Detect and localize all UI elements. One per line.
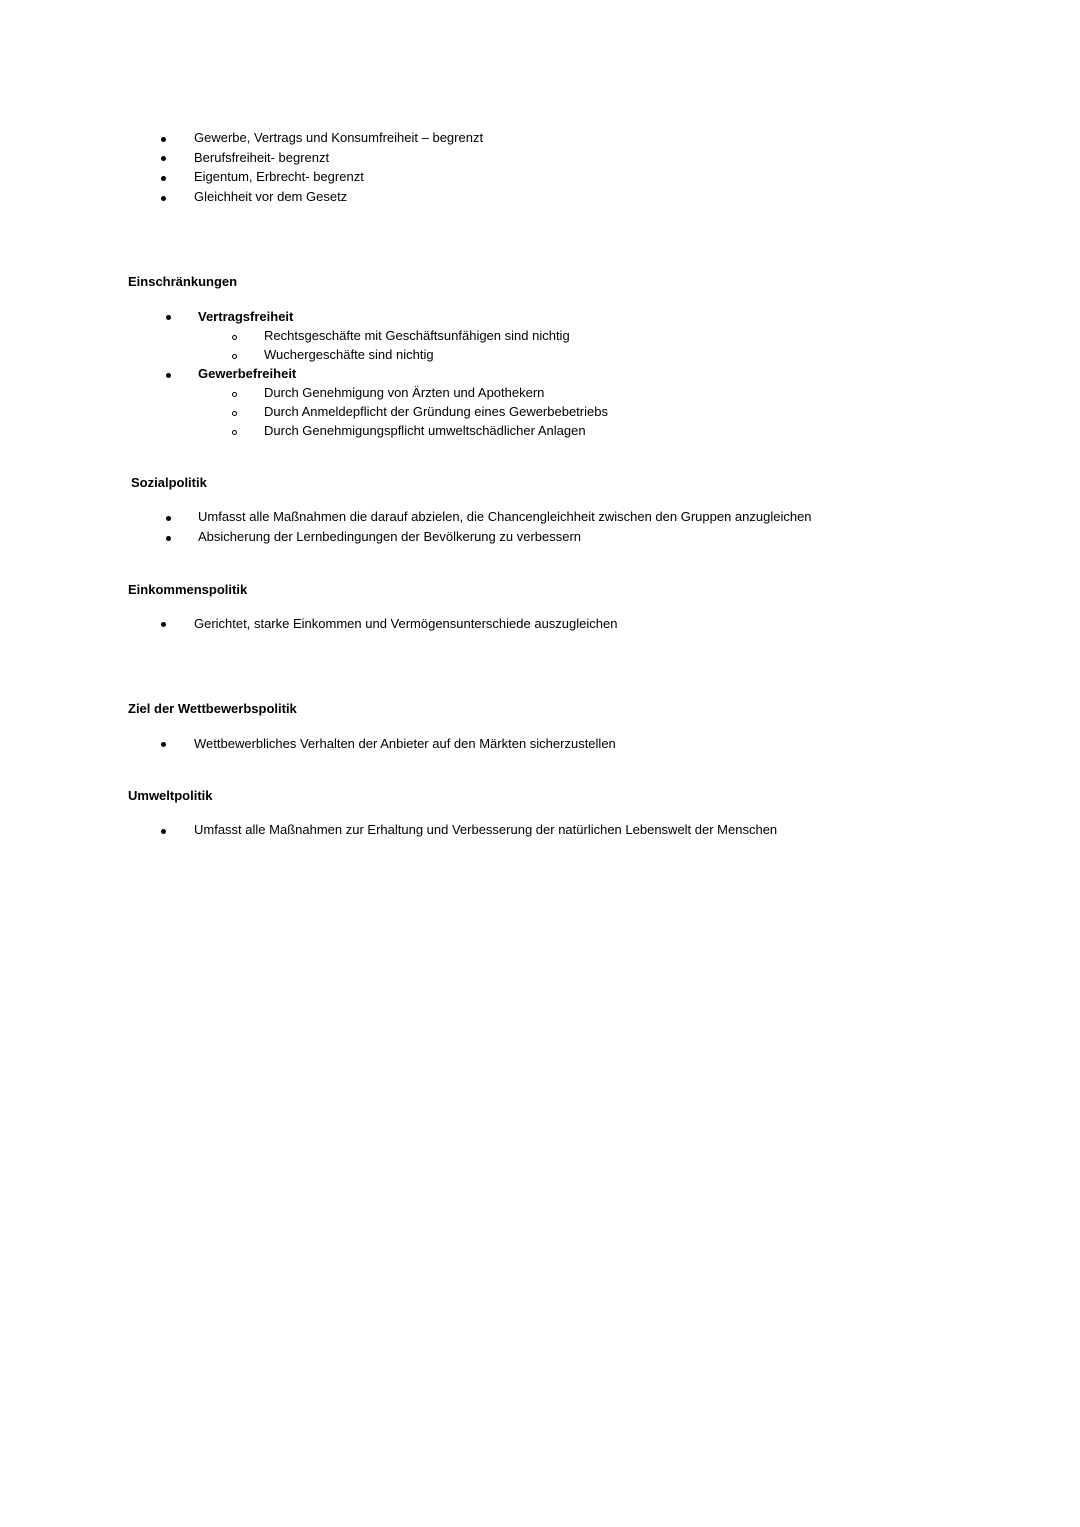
subheading-gewerbefreiheit: Gewerbefreiheit (198, 366, 297, 381)
sub-list-item: Wuchergeschäfte sind nichtig (264, 347, 434, 362)
sub-list-item: Durch Genehmigung von Ärzten und Apothekern (264, 385, 545, 400)
bullet-icon (161, 196, 166, 201)
bullet-icon (161, 742, 166, 747)
list-item: Absicherung der Lernbedingungen der Bevölkerung zu verbessern (198, 529, 582, 544)
sub-list-item: Rechtsgeschäfte mit Geschäftsunfähigen sind nichtig (264, 328, 570, 343)
subheading-vertragsfreiheit: Vertragsfreiheit (198, 309, 294, 324)
list-item: Umfasst alle Maßnahmen zur Erhaltung und Verbesserung der natürlichen Lebenswelt der Menschen (194, 822, 778, 837)
list-item: Berufsfreiheit- begrenzt (194, 150, 330, 165)
sub-list-item: Durch Genehmigungspflicht umweltschädlicher Anlagen (264, 423, 586, 438)
sub-bullet-icon (232, 430, 237, 435)
bullet-icon (161, 622, 166, 627)
list-item: Eigentum, Erbrecht- begrenzt (194, 169, 364, 184)
sub-bullet-icon (232, 335, 237, 340)
bullet-icon (166, 536, 171, 541)
section-heading: Einschränkungen (128, 274, 238, 289)
section-heading: Sozialpolitik (131, 475, 207, 490)
bullet-icon (161, 829, 166, 834)
list-item: Gewerbe, Vertrags und Konsumfreiheit – begrenzt (194, 130, 484, 145)
bullet-icon (161, 176, 166, 181)
sub-bullet-icon (232, 354, 237, 359)
bullet-icon (161, 156, 166, 161)
section-heading: Umweltpolitik (128, 788, 213, 803)
list-item: Wettbewerbliches Verhalten der Anbieter auf den Märkten sicherzustellen (194, 736, 616, 751)
bullet-icon (166, 373, 171, 378)
sub-bullet-icon (232, 392, 237, 397)
list-item: Umfasst alle Maßnahmen die darauf abzielen, die Chancengleichheit zwischen den Gruppen anzugleichen (198, 509, 812, 524)
bullet-icon (166, 315, 171, 320)
sub-bullet-icon (232, 411, 237, 416)
section-heading: Einkommenspolitik (128, 582, 248, 597)
sub-list-item: Durch Anmeldepflicht der Gründung eines Gewerbebetriebs (264, 404, 608, 419)
section-heading: Ziel der Wettbewerbspolitik (128, 701, 297, 716)
list-item: Gerichtet, starke Einkommen und Vermögensunterschiede auszugleichen (194, 616, 618, 631)
list-item: Gleichheit vor dem Gesetz (194, 189, 348, 204)
bullet-icon (161, 137, 166, 142)
bullet-icon (166, 516, 171, 521)
